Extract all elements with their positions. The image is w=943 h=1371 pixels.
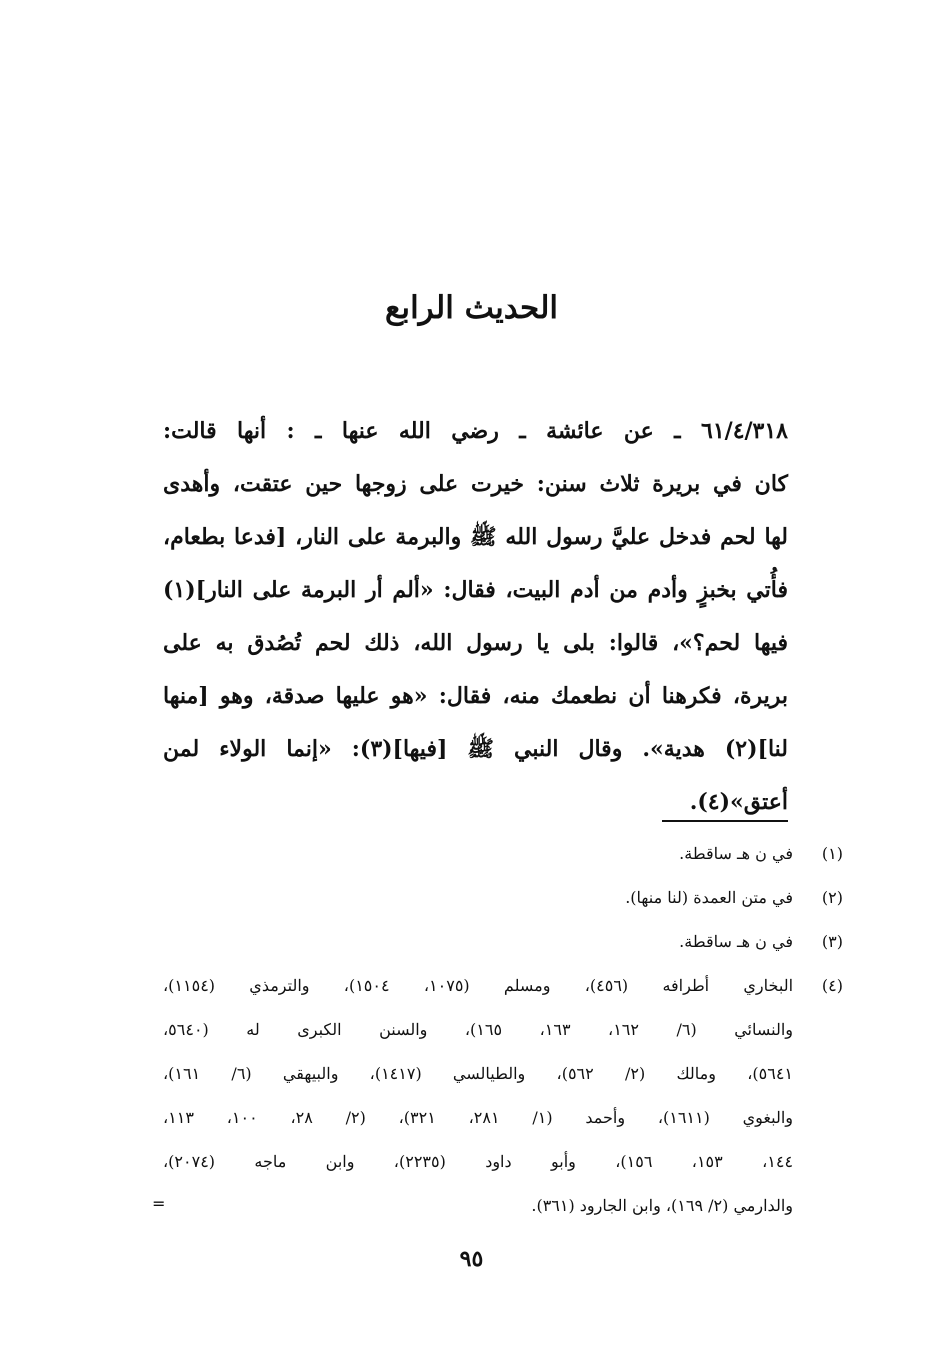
footnote-1 <box>163 832 843 876</box>
page-number: ٩٥ <box>459 1246 484 1272</box>
footnote-divider <box>662 820 788 822</box>
footnote-4-continuation: ٥٦٤١)، ومالك (٢/ ٥٦٢)، والطيالسي (١٤١٧)، والبيهقي (٦/ ١٦١)، <box>163 1064 793 1083</box>
hadith-line: بريرة، فكرهنا أن نطعمك منه، فقال: «هو عليها صدقة، وهو [منها <box>163 683 788 709</box>
hadith-line: ٦١/٤/٣١٨ ـ عن عائشة ـ رضي الله عنها ـ : أنها قالت: <box>163 418 788 444</box>
footnote-text: في ن هـ ساقطة. <box>679 932 793 951</box>
hadith-line: فأُتي بخبزٍ وأدم من أدم البيت، فقال: «ألم أر البرمة على النار](١) <box>163 577 788 603</box>
hadith-line: لنا](٢) هدية». وقال النبي ﷺ [فيها](٣): «إنما الولاء لمن <box>163 736 788 762</box>
footnote-3 <box>163 920 843 964</box>
footnote-2 <box>163 876 843 920</box>
footnote-4 <box>163 964 843 1008</box>
hadith-text <box>163 405 788 829</box>
footnote-text: في متن العمدة (لنا منها). <box>625 888 793 907</box>
footnote-text: في ن هـ ساقطة. <box>679 844 793 863</box>
footnote-4-continuation: والدارمي (٢/ ١٦٩)، وابن الجارود (٣٦١). <box>531 1196 793 1215</box>
hadith-line: لها لحم فدخل عليَّ رسول الله ﷺ والبرمة على النار، [فدعا بطعام، <box>163 524 788 550</box>
footnotes <box>163 832 843 1228</box>
footnote-number: (١) <box>821 844 843 863</box>
footnote-number: (٤) <box>821 976 844 995</box>
hadith-line: فيها لحم؟»، قالوا: بلى يا رسول الله، ذلك لحم تُصُدق به على <box>163 630 788 656</box>
footnote-text: البخاري أطرافه (٤٥٦)، ومسلم (١٠٧٥، ١٥٠٤)، والترمذي (١١٥٤)، <box>163 976 794 995</box>
page-title: الحديث الرابع <box>384 290 559 326</box>
footnote-number: (٢) <box>821 888 843 907</box>
continuation-mark: = <box>152 1194 166 1213</box>
footnote-4-continuation: ١٤٤، ١٥٣، ١٥٦)، وأبو داود (٢٢٣٥)، وابن ماجه (٢٠٧٤)، <box>163 1152 794 1171</box>
footnote-4-continuation: والنسائي (٦/ ١٦٢، ١٦٣، ١٦٥)، والسنن الكبرى له (٥٦٤٠، <box>163 1020 794 1039</box>
hadith-line: كان في بريرة ثلاث سنن: خيرت على زوجها حين عتقت، وأهدى <box>163 471 788 497</box>
footnote-4-continuation: والبغوي (١٦١١)، وأحمد (١/ ٢٨١، ٣٢١)، (٢/ ٢٨، ١٠٠، ١١٣، <box>163 1108 794 1127</box>
hadith-line: أعتق»(٤). <box>689 789 788 815</box>
footnote-number: (٣) <box>821 932 843 951</box>
